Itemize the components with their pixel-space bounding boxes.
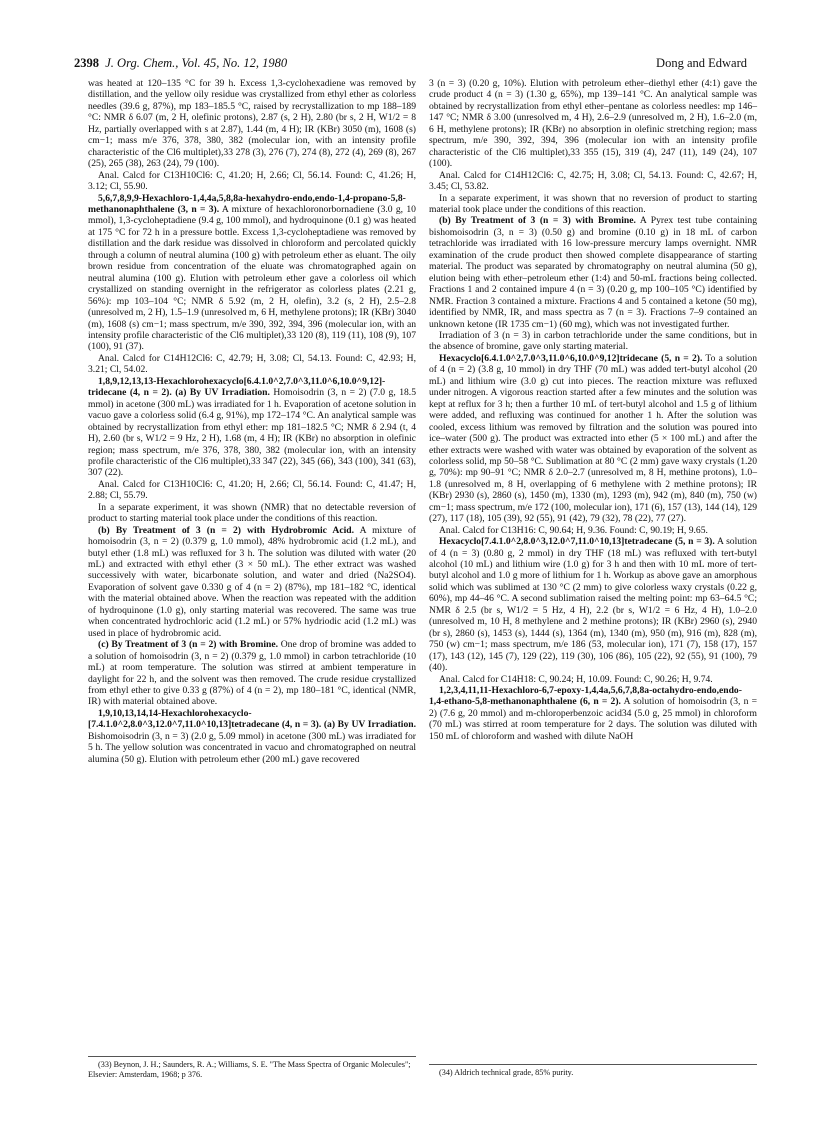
paragraph bbox=[429, 170, 757, 193]
left-column bbox=[88, 78, 416, 765]
paragraph-text: Anal. Calcd for C13H16: C, 90.64; H, 9.36. Found: C, 90.19; H, 9.65. bbox=[439, 524, 708, 536]
section-heading: 1,2,3,4,11,11-Hexachloro-6,7-epoxy-1,4,4a,5,6,7,8,8a-octahydro-endo,endo-1,4-ethano-5,8-methanonaphthalene (6, n = 2). bbox=[429, 685, 742, 708]
section-heading: Hexacyclo[6.4.1.0^2,7.0^3,11.0^6,10.0^9,12]tridecane (5, n = 2). bbox=[439, 352, 703, 364]
footnotes-right bbox=[429, 1064, 757, 1078]
paragraph bbox=[429, 536, 757, 673]
right-column bbox=[429, 78, 757, 742]
section-heading: 1,8,9,12,13,13-Hexachlorohexacyclo[6.4.1.0^2,7.0^3,11.0^6,10.0^9,12]-tridecane (4, n = 2). (a) By UV Irradiation. bbox=[88, 375, 386, 399]
paragraph-text: To a solution of 4 (n = 2) (3.8 g, 10 mmol) in dry THF (70 mL) was added tert-butyl alcohol (20 mL) and lithium wire (3.0 g) cut into pieces. The reaction mixture was refluxed under nitrogen. A vigorous reaction started after a few minutes and the solution was kept at reflux for 3 h; then a further 10 mL of tert-butyl alcohol and 1.5 g of lithium were added, and refluxing was continued for another 1 h. After the solution was cooled, excess lithium was removed by filtration and the solution was poured into ice–water (500 g). The product was extracted into ether (5 × 100 mL) and after the ether extracts were washed with water was obtained by evaporation of the solvent as colorless solid, mp 50–58 °C. Sublimation at 80 °C (2 mm) gave waxy crystals (1.20 g, 70%): mp 90–91 °C; NMR δ 2.0–2.7 (unresolved m, 8 H, methine protons), 1.0–1.8 (unresolved m, 8 H, overlapping of 6 methylene with 2 methine protons); IR (KBr) 2930 (s), 2860 (s), 1450 (m), 1330 (m), 1293 (m), 942 (m), 840 (m), 750 (w) cm−1; mass spectrum, m/e 172 (100, molecular ion), 171 (6), 157 (13), 144 (14), 129 (27), 117 (18), 105 (39), 92 (55), 91 (42), 79 (32), 78 (22), 77 (27). bbox=[429, 352, 757, 525]
paragraph bbox=[429, 215, 757, 330]
paragraph bbox=[88, 479, 416, 502]
paragraph-text: 3 (n = 3) (0.20 g, 10%). Elution with petroleum ether–diethyl ether (4:1) gave the crude product 4 (n = 3) (1.30 g, 65%), mp 139–141 °C. An analytical sample was obtained by recrystallization from ethyl ether–pentane as colorless needles: mp 146–147 °C; NMR δ 3.00 (unresolved m, 4 H), 2.6–2.9 (unresolved m, 2 H), 1.6–2.0 (m, 6 H, methylene protons); IR (KBr) no absorption in olefinic stretching region; mass spectrum, m/e 390, 392, 394, 396 (molecular ion with an intensity profile characteristic of the Cl6 multiplet),33 355 (15), 319 (4), 247 (11), 149 (24), 107 (100). bbox=[429, 78, 757, 170]
paragraph-text: Anal. Calcd for C14H12Cl6: C, 42.79; H, 3.08; Cl, 54.13. Found: C, 42.93; H, 3.21; Cl, 54.02. bbox=[88, 352, 416, 376]
paragraph bbox=[88, 525, 416, 640]
running-head bbox=[74, 56, 747, 76]
section-heading: Hexacyclo[7.4.1.0^2,8.0^3,12.0^7,11.0^10,13]tetradecane (5, n = 3). bbox=[439, 536, 715, 548]
footnotes-left bbox=[88, 1056, 416, 1080]
paragraph bbox=[88, 170, 416, 193]
page-number: 2398 bbox=[74, 56, 99, 70]
paragraph-text: Bishomoisodrin (3, n = 3) (2.0 g, 5.09 mmol) in acetone (300 mL) was irradiated for 5 h. The yellow solution was concentrated in vacuo and chromatographed on neutral alumina (50 g). Elution with petroleum ether (200 mL) gave recovered bbox=[88, 730, 416, 765]
section-heading: (c) By Treatment of 3 (n = 2) with Bromine. bbox=[98, 639, 278, 651]
paragraph bbox=[88, 639, 416, 708]
footnote-34: (34) Aldrich technical grade, 85% purity. bbox=[439, 1068, 574, 1077]
paragraph-text: Homoisodrin (3, n = 2) (7.0 g, 18.5 mmol) in acetone (300 mL) was irradiated for 1 h. Evaporation of acetone solution in vacuo gave a colorless solid (6.4 g, 91%), mp 172–174 °C. An analytical sample was obtained by recrystallization from ethyl ether: mp 181–182.5 °C; NMR δ 2.94 (t, 4 H), 2.60 (br s, W1/2 = 9 Hz, 2 H), 1.68 (m, 4 H); IR (KBr) no absorption in olefinic region; mass spectrum, m/e 376, 378, 380, 382 (molecular ion, with an intensity profile characteristic of the Cl6 multiplet),33 347 (22), 345 (66), 343 (100), 341 (63), 307 (22). bbox=[88, 387, 416, 479]
paragraph-text: Anal. Calcd for C14H12Cl6: C, 42.75; H, 3.08; Cl, 54.13. Found: C, 42.67; H, 3.45; Cl, 53.82. bbox=[429, 169, 757, 193]
paragraph bbox=[429, 78, 757, 170]
paragraph bbox=[88, 353, 416, 376]
paragraph-text: One drop of bromine was added to a solution of homoisodrin (3, n = 2) (0.379 g, 1.0 mmol) in carbon tetrachloride (10 mL) at room temperature. The solution was stirred at ambient temperature in daylight for 22 h, and the solvent was then removed. The crude residue crystallized from ethyl ether to give 0.33 g (87%) of 4 (n = 2), mp 180–181 °C, identical (NMR, IR) with material obtained above. bbox=[88, 639, 416, 708]
paragraph bbox=[429, 193, 757, 216]
paragraph-text: Anal. Calcd for C13H10Cl6: C, 41.20; H, 2.66; Cl, 56.14. Found: C, 41.47; H, 2.88; Cl, 55.79. bbox=[88, 478, 416, 502]
paragraph-text: In a separate experiment, it was shown (NMR) that no detectable reversion of product to starting material took place under the conditions of this reaction. bbox=[88, 501, 416, 525]
paragraph bbox=[88, 376, 416, 479]
paragraph-text: A Pyrex test tube containing bishomoisodrin (3, n = 3) (0.50 g) and bromine (0.10 g) in 18 mL of carbon tetrachloride was irradiated with 16 low-pressure mercury lamps overnight. NMR examination of the crude product then showed complete disappearance of starting material. The product was separated by chromatography on neutral alumina (50 g), elution being with ether–petroleum ether (1:4) and 50-mL fractions being collected. Fractions 1 and 2 contained impure 4 (n = 3) (0.20 g, mp 100–105 °C) identified by NMR. Fraction 3 contained a mixture. Fractions 4 and 5 contained a ketone (50 mg), identified by NMR, IR, and mass spectra as 7 (n = 3). Fractions 7–9 contained an unknown ketone (IR 1735 cm−1) (60 mg), which was not investigated further. bbox=[429, 215, 757, 330]
paragraph bbox=[429, 525, 757, 536]
paragraph bbox=[88, 708, 416, 765]
journal-citation: J. Org. Chem., Vol. 45, No. 12, 1980 bbox=[105, 56, 288, 70]
paragraph bbox=[88, 78, 416, 170]
footnote-rule bbox=[88, 1056, 416, 1057]
footnote-33: (33) Beynon, J. H.; Saunders, R. A.; Williams, S. E. "The Mass Spectra of Organic Molecules"; Elsevier: Amsterdam, 1968; p 376. bbox=[88, 1060, 411, 1079]
paragraph-text: Anal. Calcd for C14H18: C, 90.24; H, 10.09. Found: C, 90.26; H, 9.74. bbox=[439, 673, 713, 685]
paragraph-text: In a separate experiment, it was shown that no reversion of product to starting material took place under the conditions of this reaction. bbox=[429, 192, 757, 215]
paragraph-text: A solution of homoisodrin (3, n = 2) (7.6 g, 20 mmol) and m-chloroperbenzoic acid34 (5.0 g, 25 mmol) in chloroform (70 mL) was stirred at room temperature for 2 days. The solution was diluted with 150 mL of chloroform and washed with dilute NaOH bbox=[429, 696, 757, 742]
section-heading: (b) By Treatment of 3 (n = 2) with Hydrobromic Acid. bbox=[98, 524, 355, 536]
paragraph-text: was heated at 120–135 °C for 39 h. Excess 1,3-cyclohexadiene was removed by distillation, and the yellow oily residue was crystallized from ethyl ether as colorless needles (39.6 g, 87%), mp 183–185.5 °C, raised by recrystallization to mp 188–189 °C: NMR δ 6.07 (m, 2 H, olefinic protons), 2.87 (s, 2 H), 2.80 (br s, 2 H, W1/2 = 8 Hz, partially overlapped with s at 2.87), 1.44 (m, 4 H); IR (KBr) 3050 (m), 1608 (s) cm−1; mass m/e 376, 378, 380, 382 (molecular ion, with an intensity profile characteristic of the Cl6 multiplet),33 278 (3), 276 (7), 274 (8), 272 (4), 269 (8), 267 (25), 265 (38), 263 (24), 79 (100). bbox=[88, 78, 416, 170]
paragraph bbox=[429, 674, 757, 685]
paragraph-text: A solution of 4 (n = 3) (0.80 g, 2 mmol) in dry THF (18 mL) was refluxed with tert-butyl alcohol (10 mL) and lithium wire (1.0 g) for 3 h and then with 10 mL more of tert-butyl alcohol and 1.0 g more of lithium for 1 h. Workup as above gave an amorphous solid which was sublimed at 130 °C (2 mm) to give colorless waxy crystals (0.22 g, 60%), mp 44–46 °C. A second sublimation raised the melting point: mp 63–64.5 °C; NMR δ 2.5 (br s, W1/2 = 5 Hz, 4 H), 2.2 (br s, W1/2 = 6 Hz, 4 H), 1.0–2.0 (unresolved m, 10 H, 8 methylene and 2 methine protons); IR (KBr) 2960 (s), 2940 (br s), 2860 (s), 1453 (s), 1444 (s), 1364 (m), 1340 (m), 950 (m), 916 (m), 828 (m), 750 (w) cm−1; mass spectrum, m/e 186 (53, molecular ion), 171 (7), 158 (17), 157 (17), 143 (12), 145 (7), 129 (22), 119 (30), 106 (86), 105 (22), 92 (55), 91 (100), 79 (40). bbox=[429, 536, 757, 674]
author-names: Dong and Edward bbox=[656, 56, 747, 70]
paragraph bbox=[429, 353, 757, 525]
paragraph-text: Anal. Calcd for C13H10Cl6: C, 41.20; H, 2.66; Cl, 56.14. Found: C, 41.26; H, 3.12; Cl, 55.90. bbox=[88, 169, 416, 193]
section-heading: 5,6,7,8,9,9-Hexachloro-1,4,4a,5,8,8a-hexahydro-endo,endo-1,4-propano-5,8-methanonaphthalene (3, n = 3). bbox=[88, 192, 406, 215]
section-heading: (b) By Treatment of 3 (n = 3) with Bromine. bbox=[439, 215, 636, 227]
section-heading: 1,9,10,13,14,14-Hexachlorohexacyclo-[7.4.1.0^2,8.0^3,12.0^7,11.0^10,13]tetradecane (4, n = 3). (a) By UV Irradiation. bbox=[88, 707, 416, 731]
paragraph-text: A mixture of hexachloronorbornadiene (3.0 g, 10 mmol), 1,3-cycloheptadiene (9.4 g, 100 mmol), and hydroquinone (0.1 g) was heated at 175 °C for 72 h in a pressure bottle. Excess 1,3-cycloheptadiene was removed by distillation and the dark residue was dissolved in chloroform and percolated quickly through a column of neutral alumina (100 g) with petroleum ether as eluant. The oily brown residue from concentration of the eluate was chromatographed again on neutral alumina (100 g). Elution with petroleum ether gave a colorless oil which crystallized on standing overnight in the refrigerator as colorless plates (2.21 g, 56%): mp 103–104 °C; NMR δ 5.92 (m, 2 H, olefin), 3.2 (s, 2 H), 2.5–2.8 (unresolved m, 2 H), 1.5–1.9 (unresolved m, 6 H, methylene protons); IR (KBr) 3040 (m), 1608 (s) cm−1; mass spectrum, m/e 390, 392, 394, 396 (molecular ion, with an intensity profile characteristic of the Cl6 multiplet),33 120 (8), 119 (11), 108 (9), 107 (100), 91 (37). bbox=[88, 203, 416, 353]
paragraph-text: A mixture of homoisodrin (3, n = 2) (0.379 g, 1.0 mmol), 48% hydrobromic acid (1.2 mL), and butyl ether (1.8 mL) was refluxed for 3 h. The solution was diluted with water (20 mL) and extracted with ethyl ether (3 × 50 mL). The ether extract was washed successively with water, bicarbonate solution, and water and dried (Na2SO4). Evaporation of solvent gave 0.330 g of 4 (n = 2) (87%), mp 181–182 °C, identical with the material obtained above. When the reaction was repeated with the addition of hydroquinone (1.0 g), only starting material was recovered. The same was true when concentrated hydrochloric acid (1.2 mL) or 57% hydriodic acid (1.2 mL) was used in place of hydrobromic acid. bbox=[88, 524, 416, 639]
running-head-left bbox=[74, 56, 287, 71]
paragraph bbox=[88, 502, 416, 525]
footnote-rule bbox=[429, 1064, 757, 1065]
paragraph bbox=[429, 330, 757, 353]
paragraph bbox=[88, 193, 416, 353]
paragraph bbox=[429, 685, 757, 742]
paragraph-text: Irradiation of 3 (n = 3) in carbon tetrachloride under the same conditions, but in the absence of bromine, gave only starting material. bbox=[429, 329, 757, 353]
